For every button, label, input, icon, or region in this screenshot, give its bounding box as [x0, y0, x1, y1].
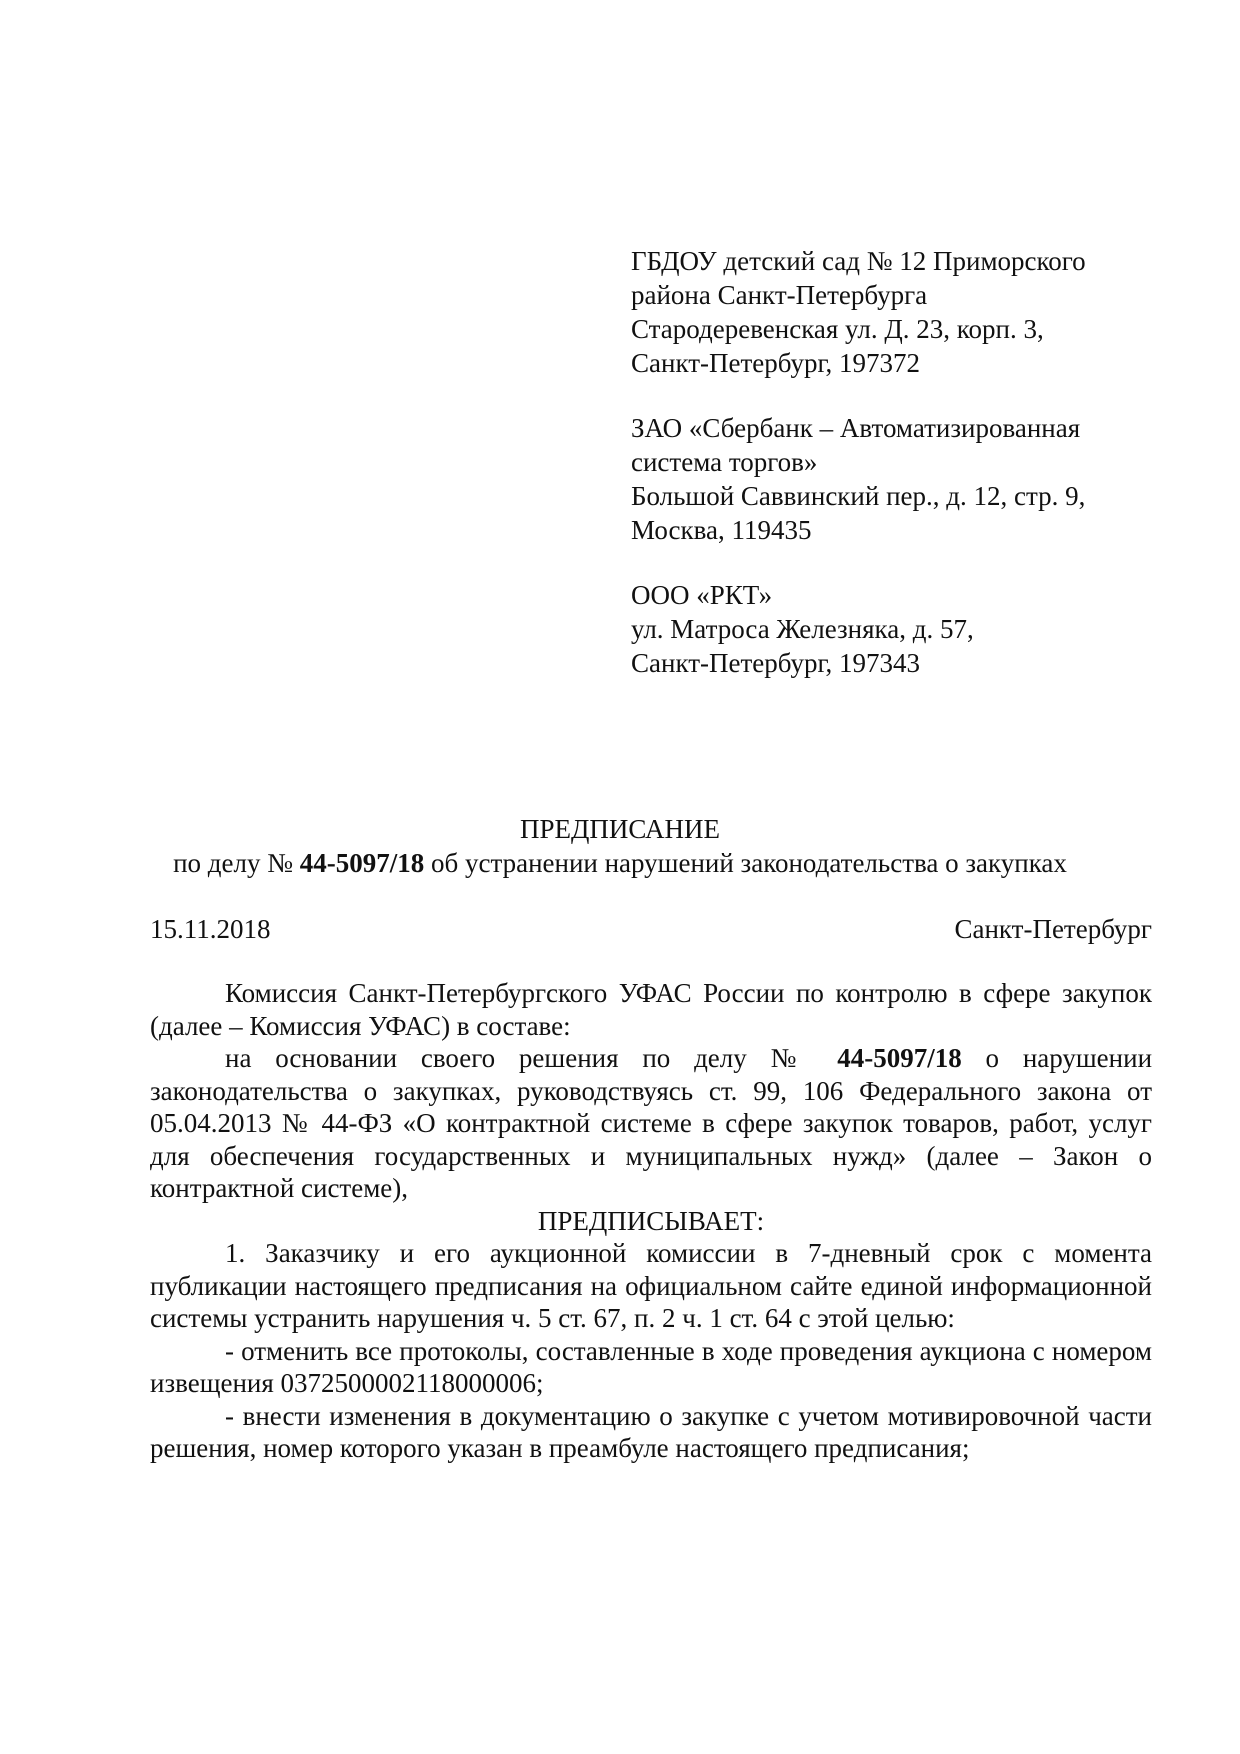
item-1-paragraph: 1. Заказчику и его аукционной комиссии в 7-дневный срок с момента публикации настоящего предписания на официальном сайте единой информационной системы устранить нарушения ч. 5 ст. 67, п. 2 ч. 1 ст. 64 с этой целью: — [150, 1238, 1152, 1333]
address-line: ул. Матроса Железняка, д. 57, — [631, 614, 974, 644]
address-line: ООО «РКТ» — [631, 580, 773, 610]
commission-paragraph: Комиссия Санкт-Петербургского УФАС России по контролю в сфере закупок (далее – Комиссия УФАС) в составе: — [150, 978, 1152, 1041]
document-body — [150, 977, 1152, 1465]
basis-case-number: 44-5097/18 — [837, 1043, 962, 1073]
address-line: Санкт-Петербург, 197343 — [631, 648, 920, 678]
addressee-2 — [631, 411, 1191, 547]
document-city: Санкт-Петербург — [954, 914, 1152, 944]
basis-suffix: о нарушении законодательства о закупках, руководствуясь ст. 99, 106 Федерального закона от 05.04.2013 № 44-ФЗ «О контрактной системе в сфере закупок товаров, работ, услуг для обеспечения государственных и муниципальных нужд» (далее – Закон о контрактной системе), — [150, 1043, 1153, 1203]
addressee-1 — [631, 244, 1191, 380]
address-line: района Санкт-Петербурга — [631, 280, 928, 310]
address-line: Санкт-Петербург, 197372 — [631, 348, 920, 378]
basis-paragraph — [150, 1042, 1152, 1205]
case-number: 44-5097/18 — [299, 848, 425, 878]
prescribes-heading: ПРЕДПИСЫВАЕТ: — [537, 1205, 765, 1236]
address-line: система торгов» — [631, 447, 818, 477]
address-line: Москва, 119435 — [631, 515, 812, 545]
document-date: 15.11.2018 — [150, 914, 271, 944]
bullet-amend-documentation: - внести изменения в документацию о закупке с учетом мотивировочной части решения, номер которого указан в преамбуле настоящего предписания; — [150, 1400, 1152, 1463]
document-subtitle — [0, 846, 1240, 880]
address-line: Стародеревенская ул. Д. 23, корп. 3, — [631, 314, 1044, 344]
basis-prefix: на основании своего решения по делу № — [225, 1043, 814, 1073]
addressee-3 — [631, 578, 1191, 680]
address-line: ГБДОУ детский сад № 12 Приморского — [631, 246, 1086, 276]
subtitle-suffix: об устранении нарушений законодательства о закупках — [430, 848, 1067, 878]
bullet-cancel-protocols: - отменить все протоколы, составленные в ходе проведения аукциона с номером извещения 0372500002118000006; — [150, 1335, 1152, 1398]
address-line: ЗАО «Сбербанк – Автоматизированная — [631, 413, 1081, 443]
document-title: ПРЕДПИСАНИЕ — [519, 814, 721, 844]
subtitle-prefix: по делу № — [173, 848, 293, 878]
address-line: Большой Саввинский пер., д. 12, стр. 9, — [631, 481, 1086, 511]
